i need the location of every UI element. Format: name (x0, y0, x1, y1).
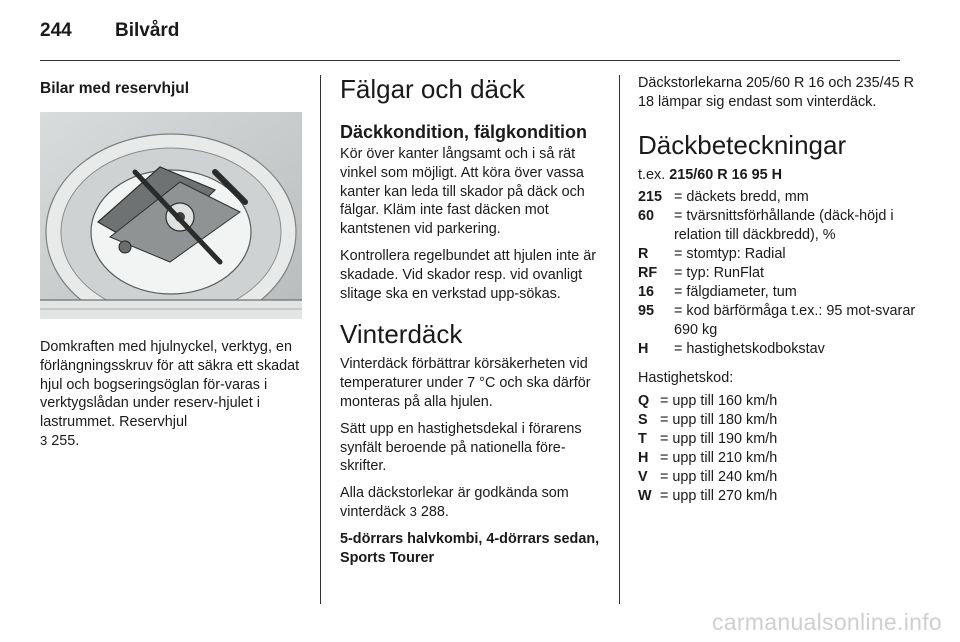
paragraph: Kontrollera regelbundet att hjulen inte är skadade. Vid skador resp. vid ovanligt slitage ska en verkstad upp-sökas. (340, 247, 597, 302)
definition-row (638, 245, 923, 264)
definition-key: 215 (638, 189, 663, 206)
definition-key: 95 (638, 303, 655, 320)
spare-wheel-illustration (40, 112, 302, 319)
column-1 (40, 74, 305, 459)
column-divider-2 (619, 75, 620, 604)
definition-row (638, 207, 923, 245)
subheading-condition: Däckkondition, fälgkondition (340, 122, 587, 142)
page-number: 244 (40, 20, 72, 41)
definition-key: H (638, 341, 649, 358)
arrow-ref-icon: 3 (40, 432, 48, 448)
definition-row (638, 430, 923, 449)
designation-example: t.ex. 215/60 R 16 95 H (638, 166, 783, 183)
header-divider (40, 60, 900, 61)
speed-code-list (638, 392, 923, 506)
definition-key: W (638, 488, 652, 505)
definition-value: = upp till 210 km/h (660, 450, 778, 467)
section-title-rims-tyres: Fälgar och däck (340, 74, 525, 104)
definition-key: H (638, 450, 649, 467)
definition-key: R (638, 246, 649, 263)
column-2 (340, 74, 605, 575)
designation-definitions (638, 188, 923, 359)
definition-key: 16 (638, 284, 655, 301)
definition-value: = fälgdiameter, tum (674, 284, 797, 301)
definition-row (638, 283, 923, 302)
paragraph: Alla däckstorlekar är godkända som vinterdäck 3 288. (340, 485, 569, 520)
definition-value: = upp till 270 km/h (660, 488, 778, 505)
definition-key: V (638, 469, 648, 486)
speed-code-label: Hastighetskod: (638, 370, 734, 387)
definition-value: = stomtyp: Radial (674, 246, 786, 263)
definition-key: S (638, 412, 648, 429)
definition-row (638, 264, 923, 283)
definition-row (638, 449, 923, 468)
column-divider-1 (320, 75, 321, 604)
section-heading: Bilar med reservhjul (40, 80, 190, 97)
definition-row (638, 302, 923, 340)
page-header (40, 20, 179, 42)
watermark: carmanualsonline.info (711, 609, 942, 635)
definition-key: Q (638, 393, 650, 410)
chapter-title: Bilvård (115, 20, 180, 41)
definition-key: T (638, 431, 647, 448)
paragraph: Sätt upp en hastighetsdekal i förarens synfält beroende på nationella före-skrifter. (340, 420, 582, 475)
definition-key: RF (638, 265, 658, 282)
arrow-ref-icon: 3 (409, 503, 417, 519)
definition-value: = kod bärförmåga t.ex.: 95 mot-svarar 690 kg (674, 303, 916, 339)
definition-value: = upp till 180 km/h (660, 412, 778, 429)
definition-row (638, 487, 923, 506)
definition-value: = däckets bredd, mm (674, 189, 809, 206)
paragraph: Kör över kanter långsamt och i så rät vinkel som möjligt. Att köra över vassa kanter kan leda till skador på däck och fälgar. Kläm inte fast däcken mot kantstenen vid parkering. (340, 146, 585, 238)
definition-row (638, 188, 923, 207)
definition-value: = typ: RunFlat (674, 265, 764, 282)
section-title-winter-tyres: Vinterdäck (340, 319, 463, 350)
definition-value: = upp till 190 km/h (660, 431, 778, 448)
figure-caption: Domkraften med hjulnyckel, verktyg, en förlängningsskruv för att säkra ett skadat hjul och bogseringsöglan för-varas i verktygslådan under reserv-hjulet i lastrummet. Reservhjul 3 255. (40, 339, 300, 449)
definition-row (638, 340, 923, 359)
paragraph: Vinterdäck förbättrar körsäkerheten vid temperaturer under 7 °C och ska därför monteras på alla hjulen. (340, 356, 591, 410)
definition-value: = upp till 240 km/h (660, 469, 778, 486)
definition-row (638, 468, 923, 487)
paragraph: Däckstorlekarna 205/60 R 16 och 235/45 R 18 lämpar sig endast som vinterdäck. (638, 75, 914, 110)
definition-key: 60 (638, 208, 655, 225)
definition-value: = tvärsnittsförhållande (däck-höjd i relation till däckbredd), % (674, 208, 894, 244)
definition-value: = hastighetskodbokstav (674, 341, 825, 358)
definition-row (638, 411, 923, 430)
column-3 (638, 74, 923, 516)
model-variants: 5-dörrars halvkombi, 4-dörrars sedan, Sports Tourer (340, 530, 600, 566)
section-title-tyre-designations: Däckbeteckningar (638, 129, 847, 160)
definition-value: = upp till 160 km/h (660, 393, 778, 410)
definition-row (638, 392, 923, 411)
